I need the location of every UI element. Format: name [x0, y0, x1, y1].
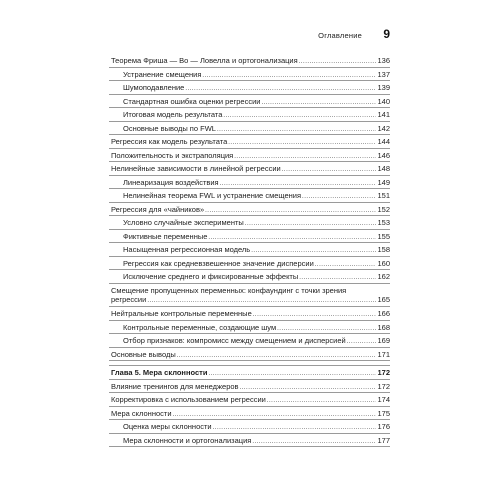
toc-entry-page: 151 [377, 191, 390, 200]
toc-entry-page: 162 [377, 272, 390, 281]
dot-leader [147, 297, 376, 306]
dot-leader [267, 397, 377, 406]
toc-entry-page: 177 [377, 435, 390, 445]
toc-entry-title: Фиктивные переменные [123, 231, 208, 241]
page-number: 9 [383, 27, 390, 41]
toc-entry[interactable] [109, 81, 390, 95]
toc-entry[interactable] [109, 284, 390, 308]
dot-leader [220, 180, 377, 189]
toc-entry[interactable] [109, 230, 390, 244]
toc-entry-title: Корректировка с использованием регрессии [111, 395, 266, 404]
page-header [0, 0, 500, 40]
dot-leader [253, 311, 377, 320]
toc-entry-page: 160 [377, 258, 390, 268]
toc-entry-title: Нейтральные контрольные переменные [111, 309, 252, 318]
toc-entry[interactable] [109, 149, 390, 163]
toc-entry-page: 142 [377, 123, 390, 133]
dot-leader [261, 99, 376, 108]
toc-entry-title: Итоговая модель результата [123, 110, 223, 119]
toc-entry[interactable] [109, 380, 390, 394]
toc-entry-page: 136 [377, 56, 390, 65]
toc-entry-title: Положительность и экстраполяция [111, 150, 234, 160]
toc-entry-page: 155 [377, 231, 390, 241]
toc-entry-title: Нелинейная теорема FWL и устранение смещения [123, 191, 302, 200]
dot-leader [208, 370, 376, 379]
dot-leader [299, 274, 376, 283]
toc-entry-page: 172 [377, 381, 390, 391]
dot-leader [173, 411, 377, 420]
dot-leader [202, 72, 376, 81]
toc-entry[interactable] [109, 393, 390, 407]
toc-entry-title: Линеаризация воздействия [123, 177, 219, 187]
toc-entry[interactable] [109, 95, 390, 109]
toc-entry-page: 146 [377, 150, 390, 160]
toc-entry-title: Нелинейные зависимости в линейной регрессии [111, 164, 281, 173]
toc-entry-page: 158 [377, 245, 390, 254]
toc-entry[interactable] [109, 257, 390, 271]
dot-leader [245, 220, 377, 229]
toc-entry-page: 144 [377, 137, 390, 146]
toc-entry-page: 149 [377, 177, 390, 187]
dot-leader [213, 424, 377, 433]
toc-entry-title: Исключение среднего и фиксированные эффекты [123, 272, 299, 281]
toc-entry-title-line1: Смещение пропущенных переменных: конфаундинг с точки зрения [111, 285, 347, 295]
toc-chapter-page: 172 [377, 368, 390, 377]
toc-entry-title: Теорема Фриша — Во — Ловелла и ортогонализация [111, 56, 298, 65]
toc-chapter-title: Глава 5. Мера склонности [111, 368, 208, 377]
toc-entry-page: 152 [377, 204, 390, 214]
dot-leader [251, 247, 376, 256]
toc-entry-title: Мера склонности и ортогонализация [123, 435, 252, 445]
toc-entry-page: 139 [377, 83, 390, 92]
toc-entry-page: 140 [377, 96, 390, 106]
toc-entry-page: 165 [377, 294, 390, 304]
toc-entry-page: 141 [377, 110, 390, 119]
toc-entry[interactable] [109, 135, 390, 149]
toc-entry-title: Регрессия как средневзвешенное значение дисперсии [123, 258, 314, 268]
toc-entry-title: Условно случайные эксперименты [123, 218, 244, 227]
toc-entry-page: 171 [377, 349, 390, 359]
toc-entry-page: 168 [377, 322, 390, 332]
toc-entry-title: Регрессия как модель результата [111, 137, 228, 146]
dot-leader [205, 207, 376, 216]
toc-entry[interactable] [109, 162, 390, 176]
toc-entry[interactable] [109, 334, 390, 348]
toc-entry-title: Оценка меры склонности [123, 422, 212, 431]
toc-entry-title: Контрольные переменные, создающие шум [123, 322, 277, 332]
running-header-title: Оглавление [318, 31, 362, 40]
toc-entry-title: Стандартная ошибка оценки регрессии [123, 96, 261, 106]
dot-leader [208, 234, 376, 243]
toc-entry[interactable] [109, 434, 390, 448]
dot-leader [240, 384, 377, 393]
dot-leader [228, 139, 376, 148]
toc-entry[interactable] [109, 407, 390, 421]
toc-entry[interactable] [109, 321, 390, 335]
toc-entry-title: Регрессия для «чайников» [111, 204, 205, 214]
toc-entry[interactable] [109, 216, 390, 230]
toc-entry[interactable] [109, 307, 390, 321]
dot-leader [299, 58, 377, 67]
toc-entry[interactable] [109, 270, 390, 284]
dot-leader [347, 338, 377, 347]
toc-entry[interactable] [109, 203, 390, 217]
toc-entry-page: 148 [377, 164, 390, 173]
dot-leader [217, 126, 377, 135]
toc-entry-page: 176 [377, 422, 390, 431]
toc-entry[interactable] [109, 122, 390, 136]
table-of-contents [109, 54, 390, 447]
toc-entry-title: Влияние тренингов для менеджеров [111, 381, 239, 391]
toc-entry-title: Устранение смещения [123, 69, 202, 79]
toc-entry-page: 166 [377, 309, 390, 318]
toc-entry[interactable] [109, 176, 390, 190]
toc-entry-title: Основные выводы [111, 349, 176, 359]
toc-entry-title: Мера склонности [111, 408, 172, 418]
toc-entry-page: 169 [377, 336, 390, 345]
toc-entry-title: Основные выводы по FWL [123, 123, 216, 133]
dot-leader [252, 438, 376, 447]
toc-entry-title: Отбор признаков: компромисс между смещением и дисперсией [123, 336, 346, 345]
toc-entry[interactable] [109, 348, 390, 362]
dot-leader [223, 112, 376, 121]
toc-entry[interactable] [109, 243, 390, 257]
toc-entry[interactable] [109, 68, 390, 82]
toc-entry[interactable] [109, 108, 390, 122]
toc-entry[interactable] [109, 420, 390, 434]
dot-leader [234, 153, 376, 162]
toc-entry-title: Шумоподавление [123, 83, 185, 92]
toc-entry-page: 175 [377, 408, 390, 418]
toc-entry[interactable] [109, 189, 390, 203]
dot-leader [185, 85, 376, 94]
toc-entry-title: регрессии [111, 294, 147, 304]
dot-leader [302, 193, 376, 202]
dot-leader [315, 261, 377, 270]
toc-entry-title: Насыщенная регрессионная модель [123, 245, 251, 254]
toc-entry[interactable] [109, 54, 390, 68]
toc-entry-page: 174 [377, 395, 390, 404]
dot-leader [282, 166, 377, 175]
toc-entry-page: 137 [377, 69, 390, 79]
toc-entry-page: 153 [377, 218, 390, 227]
toc-chapter-entry[interactable] [109, 365, 390, 380]
dot-leader [277, 325, 376, 334]
dot-leader [177, 352, 377, 361]
